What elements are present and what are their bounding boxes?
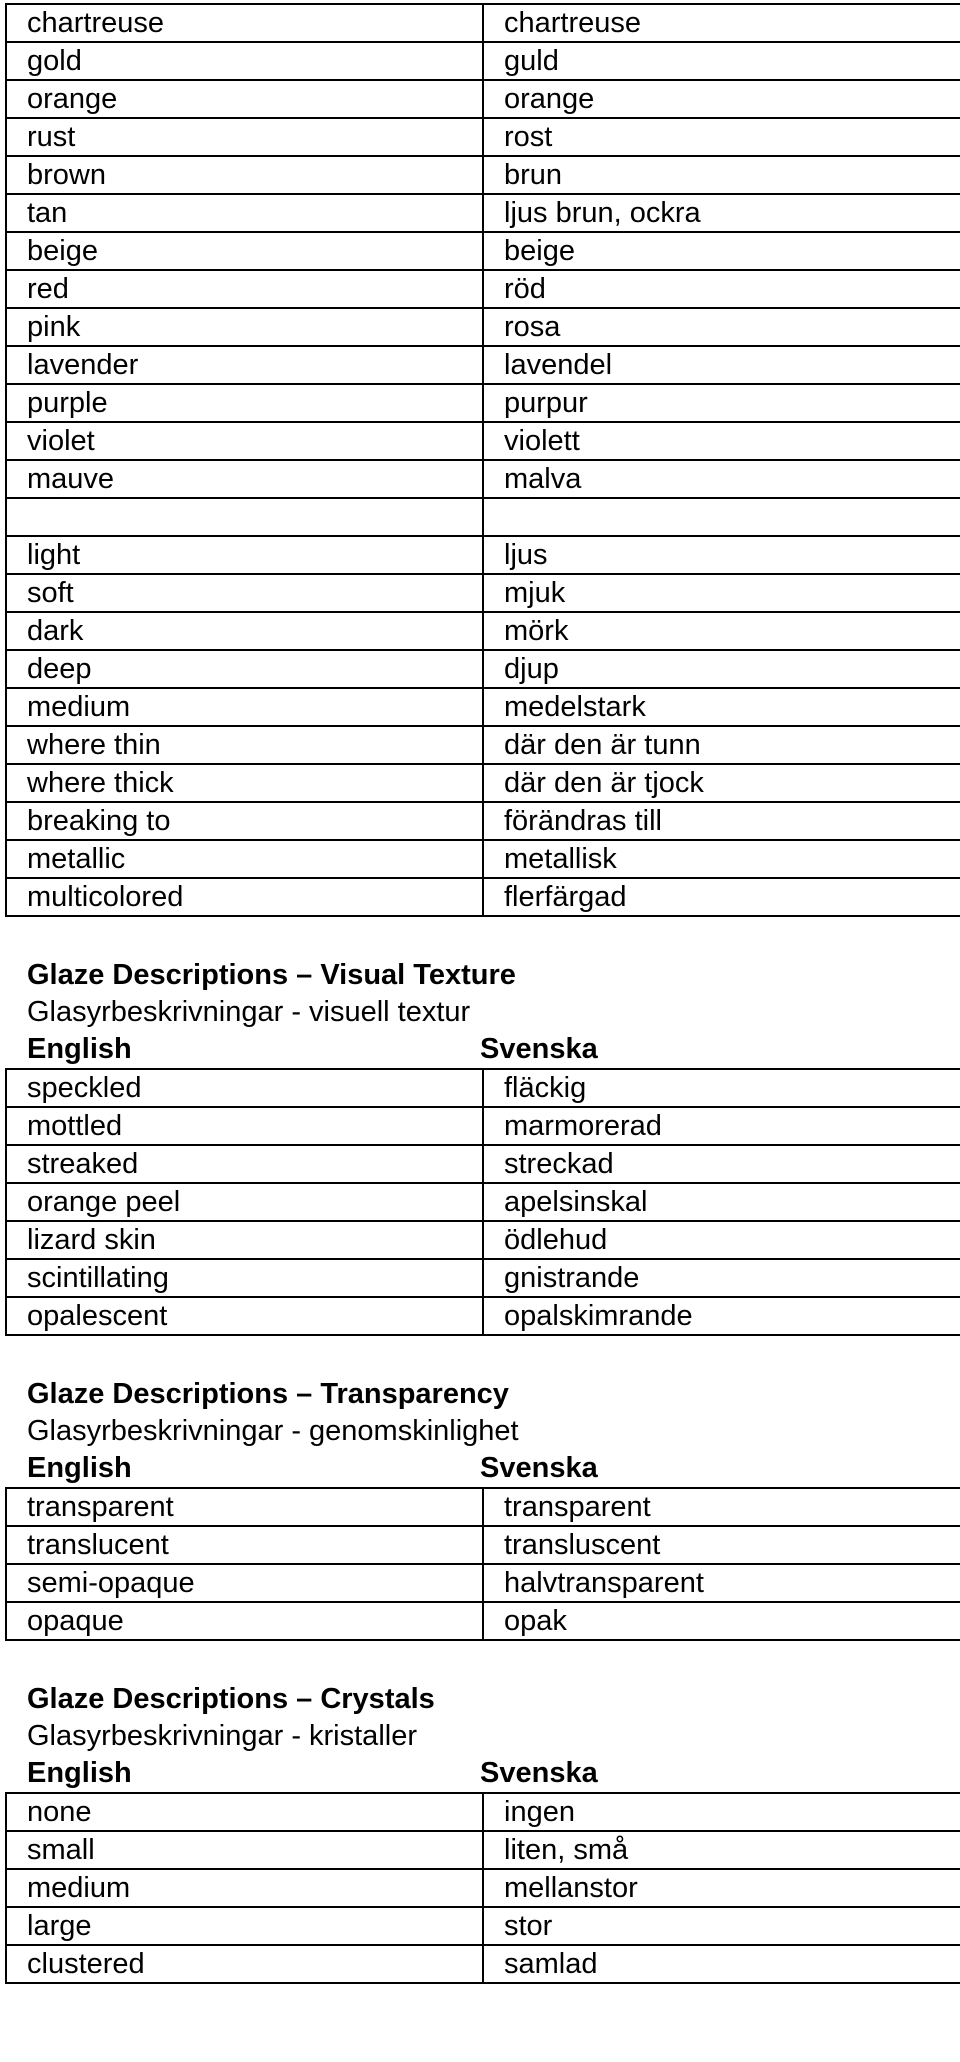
table-row <box>6 840 960 878</box>
english-term: mottled <box>6 1107 483 1145</box>
english-term: opaque <box>6 1602 483 1640</box>
swedish-term: gnistrande <box>483 1259 960 1297</box>
english-term: beige <box>6 232 483 270</box>
table-row <box>6 536 960 574</box>
swedish-term: violett <box>483 422 960 460</box>
swedish-term: purpur <box>483 384 960 422</box>
table-row <box>6 1793 960 1831</box>
column-headers <box>5 1031 955 1068</box>
section-table <box>5 1792 960 1984</box>
swedish-term: brun <box>483 156 960 194</box>
swedish-term: samlad <box>483 1945 960 1983</box>
table-row <box>6 1107 960 1145</box>
column-header-english: English <box>27 1757 132 1789</box>
table-row <box>6 460 960 498</box>
swedish-term: guld <box>483 42 960 80</box>
english-term: where thick <box>6 764 483 802</box>
document-page <box>5 3 955 1984</box>
english-term: metallic <box>6 840 483 878</box>
table-row <box>6 1869 960 1907</box>
english-term: gold <box>6 42 483 80</box>
swedish-term: djup <box>483 650 960 688</box>
english-term: clustered <box>6 1945 483 1983</box>
column-header-english: English <box>27 1452 132 1484</box>
section-table <box>5 1487 960 1641</box>
section-subtitle: Glasyrbeskrivningar - genomskinlighet <box>27 1415 519 1447</box>
swedish-term: medelstark <box>483 688 960 726</box>
swedish-term: transparent <box>483 1488 960 1526</box>
table-row <box>6 1831 960 1869</box>
swedish-term: ljus brun, ockra <box>483 194 960 232</box>
swedish-term: liten, små <box>483 1831 960 1869</box>
swedish-term: förändras till <box>483 802 960 840</box>
table-row <box>6 1526 960 1564</box>
section-table-body <box>6 1488 960 1640</box>
swedish-term: opalskimrande <box>483 1297 960 1335</box>
swedish-term: chartreuse <box>483 4 960 42</box>
section-subtitle: Glasyrbeskrivningar - kristaller <box>27 1720 417 1752</box>
table-row <box>6 232 960 270</box>
section-table-body <box>6 1069 960 1335</box>
swedish-term: mörk <box>483 612 960 650</box>
swedish-term: transluscent <box>483 1526 960 1564</box>
table-row <box>6 1907 960 1945</box>
swedish-term: halvtransparent <box>483 1564 960 1602</box>
english-term: translucent <box>6 1526 483 1564</box>
swedish-term: ödlehud <box>483 1221 960 1259</box>
english-term: purple <box>6 384 483 422</box>
swedish-term: orange <box>483 80 960 118</box>
swedish-term: ingen <box>483 1793 960 1831</box>
column-header-english: English <box>27 1033 132 1065</box>
table-row <box>6 1183 960 1221</box>
swedish-term: stor <box>483 1907 960 1945</box>
english-term: light <box>6 536 483 574</box>
swedish-term: metallisk <box>483 840 960 878</box>
section-title: Glaze Descriptions – Transparency <box>27 1378 509 1410</box>
english-term: breaking to <box>6 802 483 840</box>
table-row <box>6 194 960 232</box>
swedish-term: ljus <box>483 536 960 574</box>
english-term: soft <box>6 574 483 612</box>
english-term: pink <box>6 308 483 346</box>
section-title: Glaze Descriptions – Visual Texture <box>27 959 516 991</box>
table-row <box>6 802 960 840</box>
english-term: opalescent <box>6 1297 483 1335</box>
swedish-term: där den är tunn <box>483 726 960 764</box>
table-row <box>6 878 960 916</box>
english-term: dark <box>6 612 483 650</box>
table-row <box>6 384 960 422</box>
swedish-term: streckad <box>483 1145 960 1183</box>
section-table <box>5 1068 960 1336</box>
swedish-term: rosa <box>483 308 960 346</box>
table-row <box>6 156 960 194</box>
table-row <box>6 1488 960 1526</box>
table-row <box>6 1945 960 1983</box>
table-row <box>6 1069 960 1107</box>
english-term: small <box>6 1831 483 1869</box>
table-row <box>6 726 960 764</box>
column-header-svenska: Svenska <box>480 1452 598 1484</box>
english-term: large <box>6 1907 483 1945</box>
table-row <box>6 42 960 80</box>
table-row <box>6 1259 960 1297</box>
english-term: streaked <box>6 1145 483 1183</box>
swedish-term: mjuk <box>483 574 960 612</box>
table-row <box>6 1297 960 1335</box>
english-term: orange <box>6 80 483 118</box>
swedish-term: fläckig <box>483 1069 960 1107</box>
english-term: violet <box>6 422 483 460</box>
table-row <box>6 498 960 536</box>
glaze-section <box>5 957 955 1336</box>
column-header-svenska: Svenska <box>480 1033 598 1065</box>
table-row <box>6 4 960 42</box>
swedish-term: marmorerad <box>483 1107 960 1145</box>
swedish-term: opak <box>483 1602 960 1640</box>
table-row <box>6 764 960 802</box>
colors-table-body <box>6 4 960 916</box>
swedish-term: malva <box>483 460 960 498</box>
english-term: semi-opaque <box>6 1564 483 1602</box>
glaze-sections <box>5 957 955 1984</box>
table-row <box>6 422 960 460</box>
column-header-svenska: Svenska <box>480 1757 598 1789</box>
swedish-term: flerfärgad <box>483 878 960 916</box>
english-term: brown <box>6 156 483 194</box>
table-row <box>6 118 960 156</box>
colors-table <box>5 3 960 917</box>
section-table-body <box>6 1793 960 1983</box>
english-term: medium <box>6 688 483 726</box>
english-term: lavender <box>6 346 483 384</box>
glaze-section <box>5 1376 955 1641</box>
swedish-term: apelsinskal <box>483 1183 960 1221</box>
english-term: orange peel <box>6 1183 483 1221</box>
english-term: lizard skin <box>6 1221 483 1259</box>
english-term: tan <box>6 194 483 232</box>
english-term <box>6 498 483 536</box>
table-row <box>6 1145 960 1183</box>
english-term: deep <box>6 650 483 688</box>
english-term: where thin <box>6 726 483 764</box>
english-term: none <box>6 1793 483 1831</box>
table-row <box>6 574 960 612</box>
table-row <box>6 346 960 384</box>
column-headers <box>5 1450 955 1487</box>
section-title: Glaze Descriptions – Crystals <box>27 1683 435 1715</box>
english-term: mauve <box>6 460 483 498</box>
table-row <box>6 1602 960 1640</box>
swedish-term: lavendel <box>483 346 960 384</box>
swedish-term: där den är tjock <box>483 764 960 802</box>
section-subtitle: Glasyrbeskrivningar - visuell textur <box>27 996 471 1028</box>
table-row <box>6 650 960 688</box>
table-row <box>6 270 960 308</box>
glaze-section <box>5 1681 955 1984</box>
english-term: chartreuse <box>6 4 483 42</box>
english-term: speckled <box>6 1069 483 1107</box>
english-term: rust <box>6 118 483 156</box>
english-term: medium <box>6 1869 483 1907</box>
table-row <box>6 1221 960 1259</box>
swedish-term: röd <box>483 270 960 308</box>
column-headers <box>5 1755 955 1792</box>
table-row <box>6 1564 960 1602</box>
swedish-term: mellanstor <box>483 1869 960 1907</box>
table-row <box>6 612 960 650</box>
table-row <box>6 308 960 346</box>
english-term: transparent <box>6 1488 483 1526</box>
swedish-term: beige <box>483 232 960 270</box>
english-term: red <box>6 270 483 308</box>
swedish-term <box>483 498 960 536</box>
table-row <box>6 688 960 726</box>
table-row <box>6 80 960 118</box>
english-term: multicolored <box>6 878 483 916</box>
english-term: scintillating <box>6 1259 483 1297</box>
swedish-term: rost <box>483 118 960 156</box>
